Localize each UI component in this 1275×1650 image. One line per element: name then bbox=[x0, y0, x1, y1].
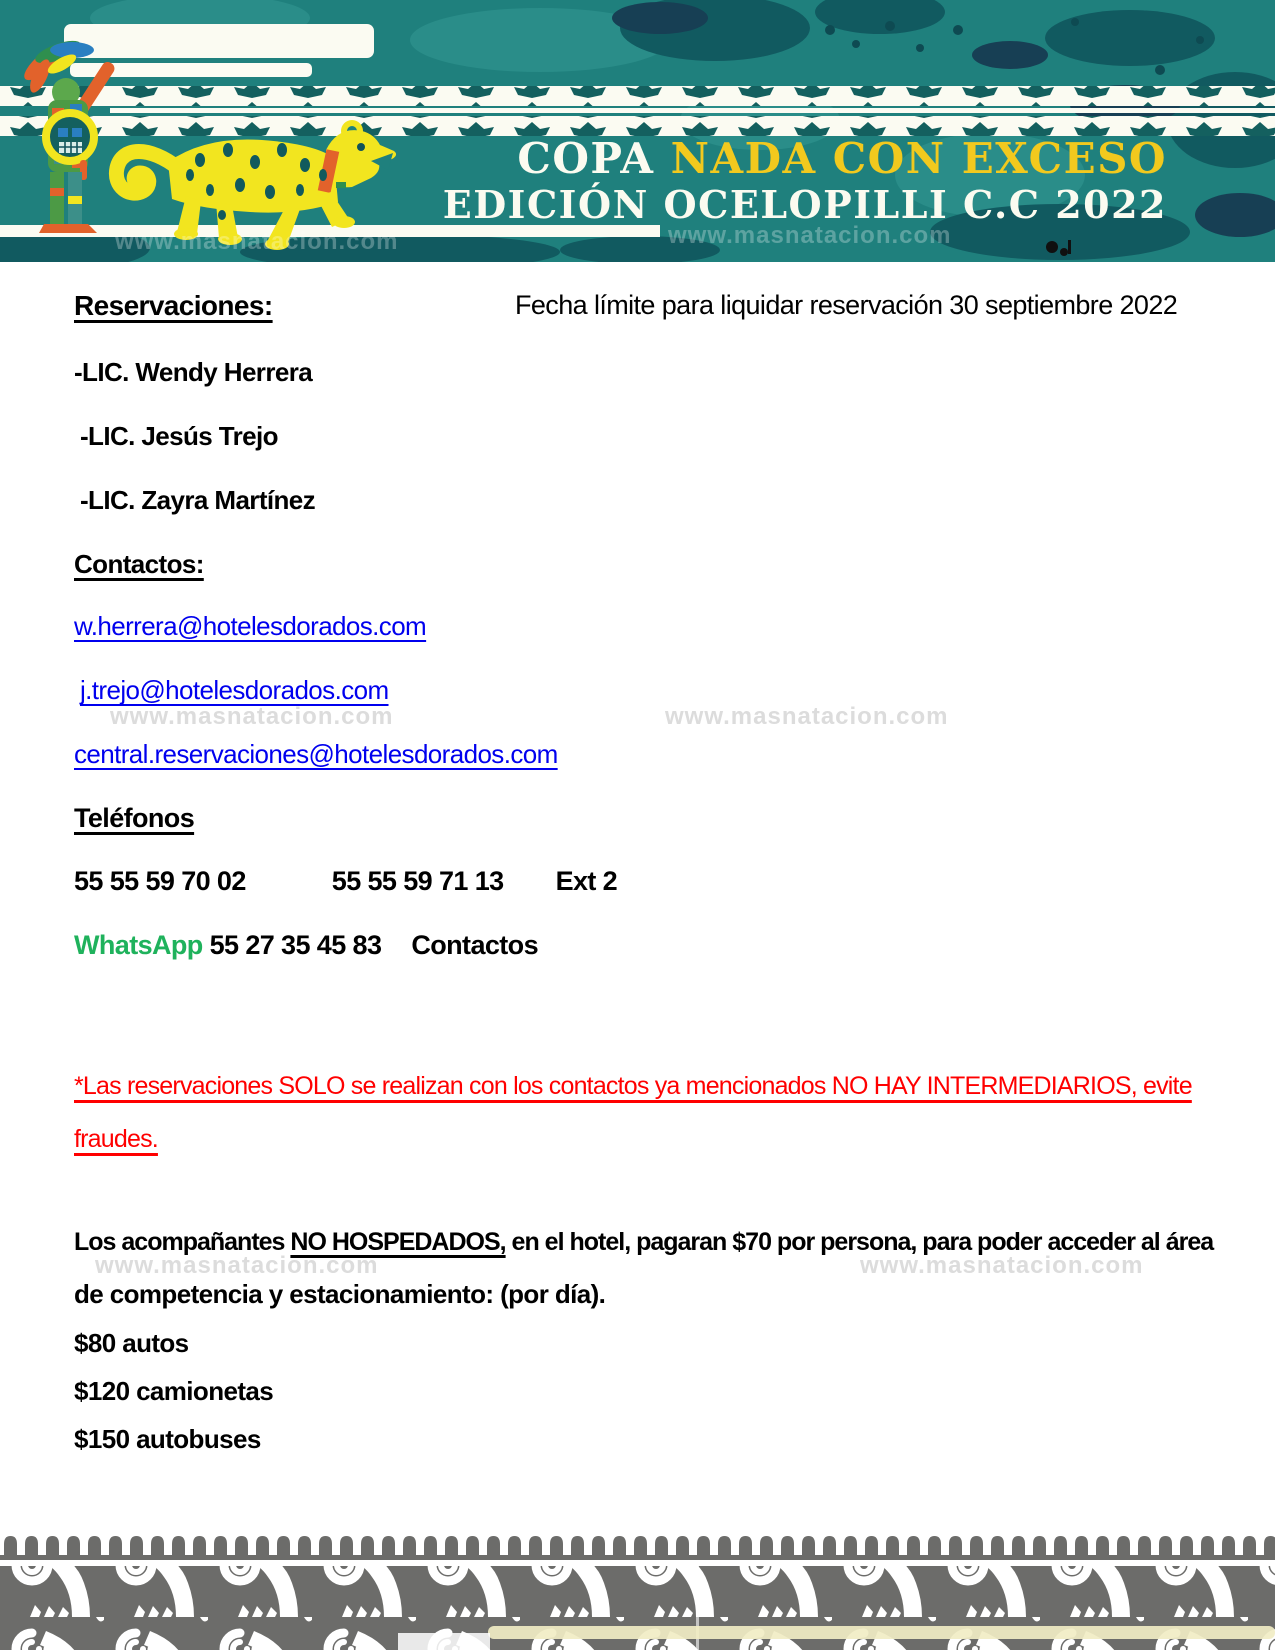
companions-rest: en el hotel, pagaran $70 por persona, para poder acceder al área bbox=[505, 1228, 1214, 1256]
banner-title-prefix: COPA bbox=[517, 134, 671, 183]
fee-item: $80 autos bbox=[74, 1328, 189, 1358]
banner-title-highlight: NADA CON EXCESO bbox=[670, 134, 1167, 183]
banner-blank-label bbox=[64, 24, 374, 58]
phone-numbers-line bbox=[74, 866, 617, 897]
email-link[interactable]: w.herrera@hotelesdorados.com bbox=[74, 611, 427, 641]
fraud-warning bbox=[74, 1072, 1192, 1154]
agent-name: -LIC. Wendy Herrera bbox=[74, 357, 313, 387]
agent-name: -LIC. Zayra Martínez bbox=[80, 485, 316, 515]
companions-line2: de competencia y estacionamiento: (por día). bbox=[74, 1279, 606, 1309]
banner-title-line1 bbox=[443, 136, 1167, 182]
deadline-text: Fecha límite para liquidar reservación 30 septiembre 2022 bbox=[515, 290, 1178, 320]
fee-item: $120 camionetas bbox=[74, 1376, 274, 1406]
whatsapp-note: Contactos bbox=[411, 930, 538, 960]
watermark: www.masnatacion.com bbox=[860, 1252, 1144, 1279]
aztec-wave-border bbox=[0, 1533, 1275, 1650]
reservations-heading: Reservaciones: bbox=[74, 290, 273, 321]
whatsapp-label: WhatsApp bbox=[74, 930, 203, 960]
companions-paragraph bbox=[74, 1228, 1213, 1310]
companions-underlined: NO HOSPEDADOS, bbox=[290, 1228, 506, 1256]
email-link[interactable]: central.reservaciones@hotelesdorados.com bbox=[74, 739, 558, 769]
watermark: www.masnatacion.com bbox=[110, 703, 394, 730]
watermark: www.masnatacion.com bbox=[95, 1252, 379, 1279]
companions-line1 bbox=[74, 1228, 1213, 1257]
fraud-warning-line2: fraudes. bbox=[74, 1125, 158, 1153]
banner-title bbox=[443, 136, 1167, 228]
watermark: www.masnatacion.com bbox=[115, 228, 399, 255]
phones-heading: Teléfonos bbox=[74, 803, 195, 833]
email-link[interactable]: j.trejo@hotelesdorados.com bbox=[80, 675, 389, 705]
whatsapp-line bbox=[74, 930, 538, 961]
watermark: www.masnatacion.com bbox=[668, 222, 952, 249]
fraud-warning-line1: *Las reservaciones SOLO se realizan con los contactos ya mencionados NO HAY INTERMEDIARIOS, evite bbox=[74, 1072, 1192, 1100]
watermark: www.masnatacion.com bbox=[665, 703, 949, 730]
aztec-border-pattern-top bbox=[0, 86, 1275, 106]
banner-subtitle: EDICIÓN OCELOPILLI C.C 2022 bbox=[442, 182, 1167, 227]
phone-number-2: 55 55 59 71 13 bbox=[331, 866, 504, 896]
whatsapp-number: 55 27 35 45 83 bbox=[209, 930, 382, 960]
agent-name: -LIC. Jesús Trejo bbox=[80, 421, 278, 451]
phone-number-1: 55 55 59 70 02 bbox=[74, 866, 246, 896]
companions-prefix: Los acompañantes bbox=[74, 1228, 291, 1256]
aztec-border-pattern-bottom bbox=[0, 116, 1275, 136]
fee-item: $150 autobuses bbox=[74, 1424, 261, 1454]
phone-extension: Ext 2 bbox=[555, 866, 618, 896]
contacts-heading: Contactos: bbox=[74, 549, 204, 579]
